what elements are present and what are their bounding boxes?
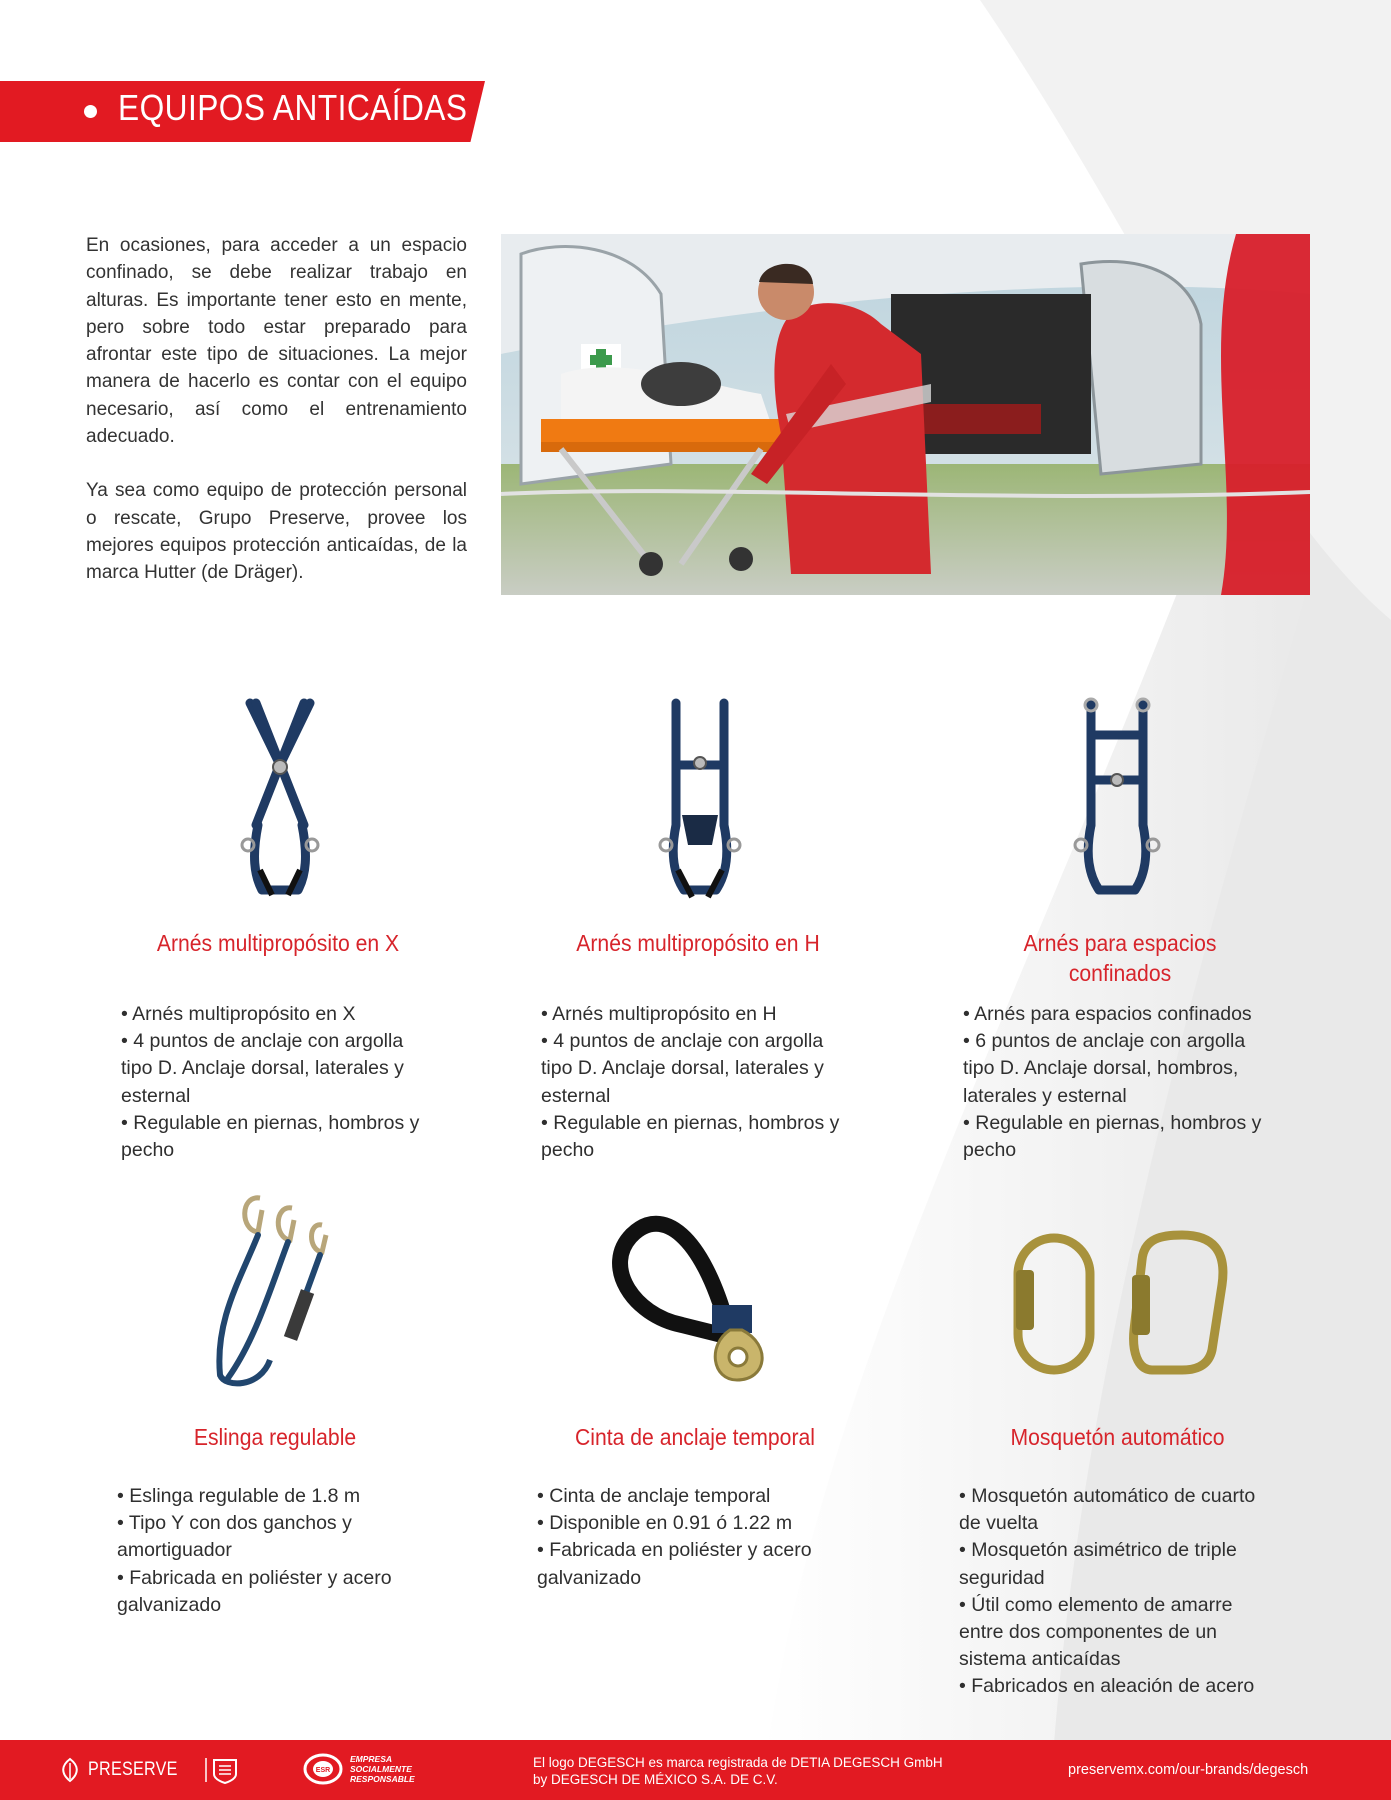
list-item: • 4 puntos de anclaje con argolla tipo D. Anclaje dorsal, laterales y esternal <box>121 1030 404 1107</box>
list-item: • Mosquetón asimétrico de triple seguridad <box>959 1539 1237 1589</box>
harness-x-image <box>232 695 328 905</box>
list-item: • Regulable en piernas, hombros y pecho <box>121 1111 420 1162</box>
product-title-harness-x: Arnés multipropósito en X <box>156 930 400 956</box>
anchor-strap-image <box>602 1205 782 1390</box>
product-features-carabiner <box>959 1483 1279 1701</box>
esr-text: EMPRESA SOCIALMENTE RESPONSABLE <box>350 1754 415 1784</box>
product-title-lanyard: Eslinga regulable <box>193 1424 357 1450</box>
esr-logo <box>302 1752 415 1786</box>
header-bullet <box>84 105 97 118</box>
footer-url-link[interactable]: preservemx.com/our-brands/degesch <box>1068 1762 1309 1778</box>
preserve-brand-name: PRESERVE <box>88 1759 178 1780</box>
list-item: • Fabricada en poliéster y acero galvanizado <box>537 1539 812 1589</box>
intro-paragraph-1: En ocasiones, para acceder a un espacio confinado, se debe realizar trabajo en alturas. Es importante tener esto en mente, pero sobre todo estar preparado para afrontar este tipo de situaciones. La mejor manera de hacerlo es contar con el equipo necesario, así como el entrenamiento adecuado. <box>86 235 467 448</box>
list-item: • Arnés multipropósito en X <box>121 1003 356 1025</box>
list-item: • Regulable en piernas, hombros y pecho <box>541 1111 840 1162</box>
list-item: • 6 puntos de anclaje con argolla tipo D. Anclaje dorsal, hombros, laterales y esternal <box>963 1030 1246 1107</box>
harness-confined-image <box>1069 695 1165 905</box>
list-item: • Tipo Y con dos ganchos y amortiguador <box>117 1512 352 1562</box>
product-title-anchor-strap: Cinta de anclaje temporal <box>575 1424 815 1450</box>
list-item: • Mosquetón automático de cuarto de vuelta <box>959 1485 1256 1535</box>
list-item: • 4 puntos de anclaje con argolla tipo D. Anclaje dorsal, laterales y esternal <box>541 1030 824 1107</box>
product-features-harness-x <box>121 1001 426 1164</box>
lanyard-image <box>200 1190 365 1390</box>
list-item: • Cinta de anclaje temporal <box>537 1485 771 1507</box>
product-title-harness-h: Arnés multipropósito en H <box>576 930 820 956</box>
product-features-anchor-strap <box>537 1483 842 1592</box>
preserve-leaf-icon <box>58 1757 82 1783</box>
carabiner-image <box>1012 1230 1242 1380</box>
intro-text <box>86 232 467 614</box>
product-features-lanyard <box>117 1483 422 1619</box>
harness-h-image <box>652 695 748 905</box>
degesch-shield-icon <box>200 1756 244 1784</box>
preserve-logo <box>58 1756 244 1784</box>
footer-legal-text: El logo DEGESCH es marca registrada de DETIA DEGESCH GmbH by DEGESCH DE MÉXICO S.A. DE C.V. <box>533 1755 943 1787</box>
list-item: • Fabricados en aleación de acero <box>959 1675 1255 1698</box>
product-features-harness-h <box>541 1001 846 1164</box>
list-item: • Arnés multipropósito en H <box>541 1003 777 1025</box>
list-item: • Arnés para espacios confinados <box>963 1003 1252 1025</box>
svg-text:ESR: ESR <box>315 1767 331 1774</box>
footer <box>0 1740 1391 1800</box>
list-item: • Regulable en piernas, hombros y pecho <box>963 1111 1262 1162</box>
list-item: • Útil como elemento de amarre entre dos componentes de un sistema anticaídas <box>959 1593 1233 1671</box>
rescue-photo <box>501 234 1310 595</box>
list-item: • Fabricada en poliéster y acero galvanizado <box>117 1566 392 1616</box>
page-title: EQUIPOS ANTICAÍDAS <box>118 87 468 128</box>
list-item: • Disponible en 0.91 ó 1.22 m <box>537 1512 793 1535</box>
product-title-carabiner: Mosquetón automático <box>1010 1424 1225 1450</box>
list-item: • Eslinga regulable de 1.8 m <box>117 1485 361 1507</box>
intro-paragraph-2: Ya sea como equipo de protección personal o rescate, Grupo Preserve, provee los mejores equipos protección anticaídas, de la marca Hutter (de Dräger). <box>86 480 467 584</box>
product-title-harness-confined: Arnés para espacios confinados <box>1023 930 1217 986</box>
product-features-harness-confined <box>963 1001 1268 1164</box>
esr-badge-icon <box>302 1752 344 1786</box>
